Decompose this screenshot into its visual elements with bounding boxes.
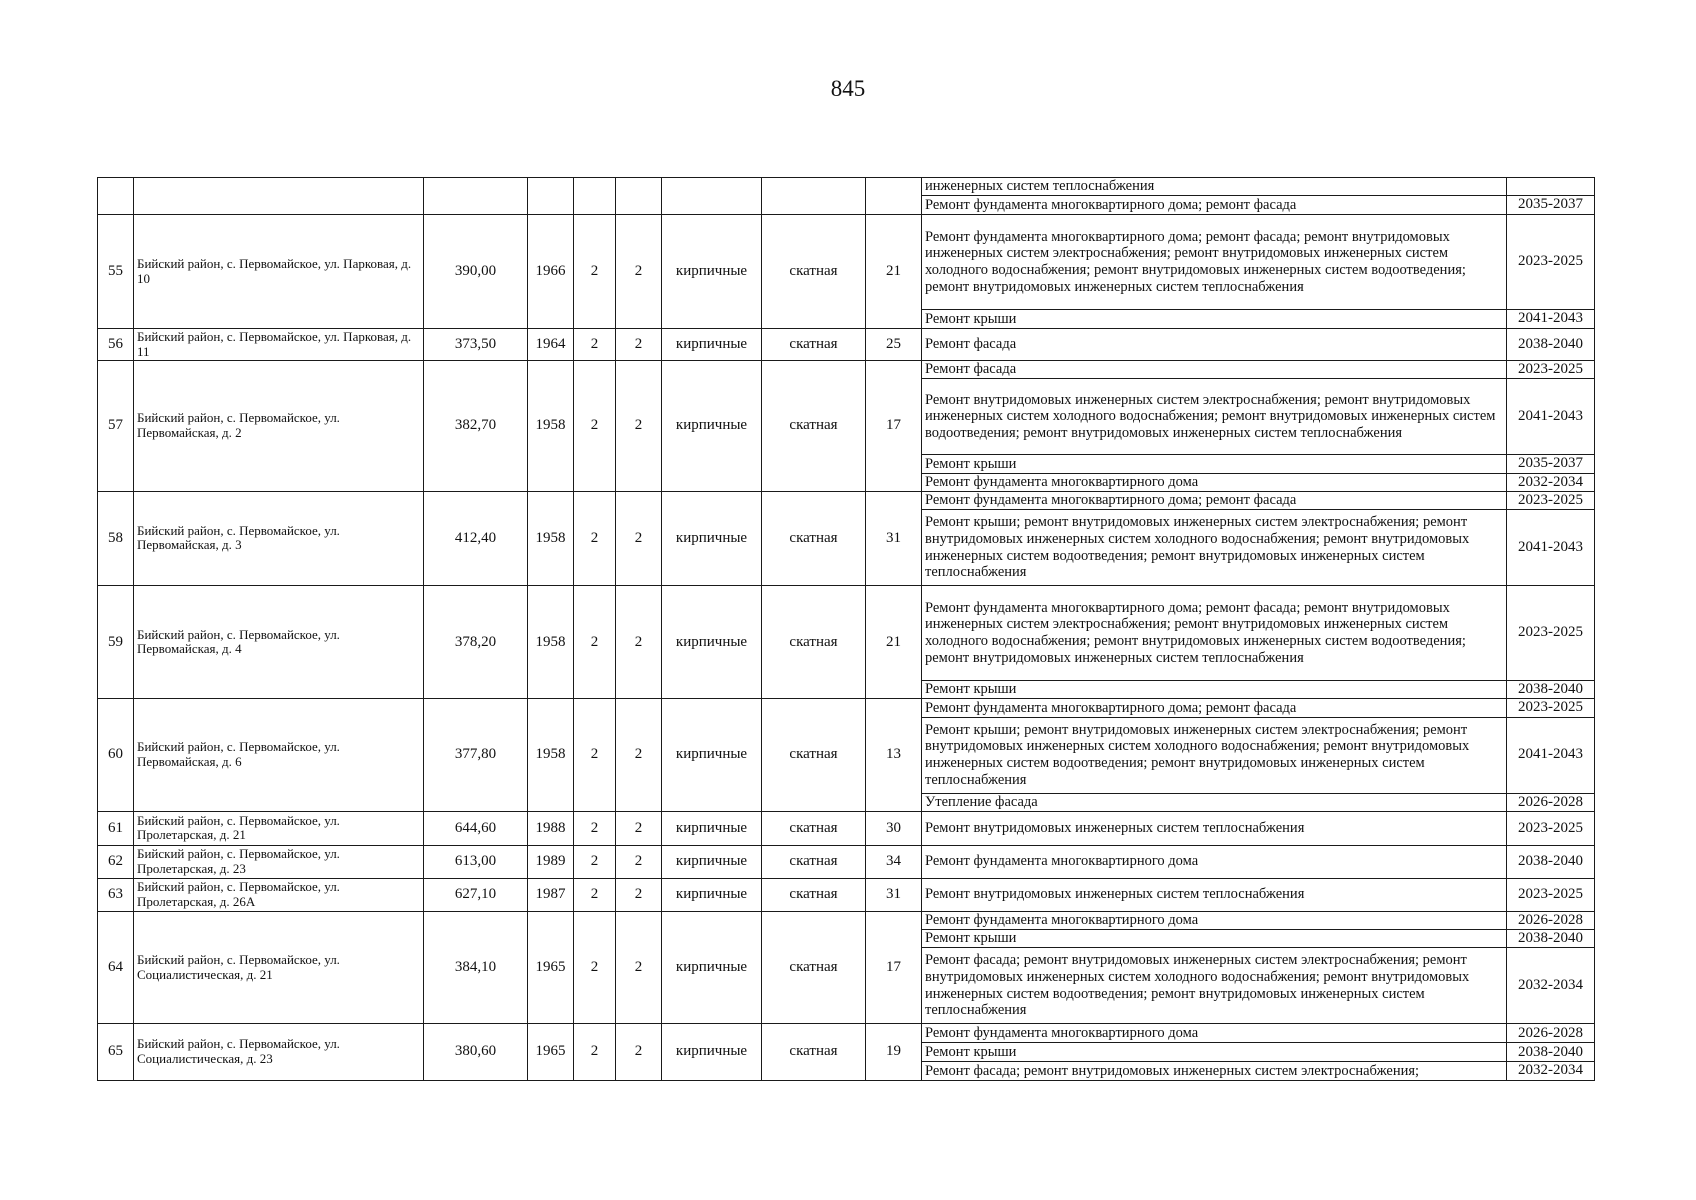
cell-roof: скатная [762,586,866,699]
cell-work: Ремонт крыши [922,310,1507,329]
cell-number: 55 [98,215,134,329]
cell-year: 1988 [528,811,574,845]
cell-area: 384,10 [424,911,528,1024]
cell-roof: скатная [762,329,866,361]
cell-entrances: 2 [616,329,662,361]
cell-walls: кирпичные [662,1024,762,1080]
cell-year [528,178,574,215]
cell-address: Бийский район, с. Первомайское, ул. Парковая, д. 11 [134,329,424,361]
cell-area: 613,00 [424,845,528,878]
cell-year: 1958 [528,361,574,492]
cell-floors: 2 [574,329,616,361]
cell-count: 19 [866,1024,922,1080]
cell-period: 2038-2040 [1507,681,1595,699]
table-row [98,878,1595,911]
cell-address: Бийский район, с. Первомайское, ул. Пролетарская, д. 23 [134,845,424,878]
cell-area: 390,00 [424,215,528,329]
cell-entrances: 2 [616,845,662,878]
table-row [98,699,1595,717]
cell-period: 2038-2040 [1507,329,1595,361]
cell-roof: скатная [762,845,866,878]
cell-address: Бийский район, с. Первомайское, ул. Пролетарская, д. 21 [134,811,424,845]
table-row [98,178,1595,196]
cell-work: Ремонт крыши [922,1043,1507,1062]
cell-entrances: 2 [616,911,662,1024]
cell-count: 13 [866,699,922,812]
cell-work: Ремонт внутридомовых инженерных систем теплоснабжения [922,878,1507,911]
cell-entrances: 2 [616,361,662,492]
cell-count [866,178,922,215]
cell-address: Бийский район, с. Первомайское, ул. Социалистическая, д. 23 [134,1024,424,1080]
cell-period: 2041-2043 [1507,510,1595,586]
cell-year: 1958 [528,491,574,585]
cell-area: 377,80 [424,699,528,812]
cell-count: 21 [866,215,922,329]
cell-number: 59 [98,586,134,699]
cell-area: 627,10 [424,878,528,911]
cell-year: 1958 [528,586,574,699]
cell-period: 2038-2040 [1507,930,1595,948]
cell-walls: кирпичные [662,845,762,878]
cell-period: 2041-2043 [1507,379,1595,455]
cell-floors: 2 [574,878,616,911]
cell-work: Ремонт фундамента многоквартирного дома; ремонт фасада; ремонт внутридомовых инженерных систем электроснабжения; ремонт внутридомовых инженерных систем холодного водоснабжения; ремонт внутридомовых инженерных систем водоотведения; ремонт внутридомовых инженерных систем теплоснабжения [922,215,1507,310]
cell-address: Бийский район, с. Первомайское, ул. Первомайская, д. 4 [134,586,424,699]
cell-period: 2035-2037 [1507,196,1595,215]
cell-period: 2041-2043 [1507,310,1595,329]
cell-year: 1964 [528,329,574,361]
cell-roof [762,178,866,215]
cell-walls: кирпичные [662,491,762,585]
cell-work: Ремонт фундамента многоквартирного дома [922,473,1507,491]
cell-period: 2032-2034 [1507,948,1595,1024]
cell-roof: скатная [762,699,866,812]
cell-address: Бийский район, с. Первомайское, ул. Первомайская, д. 6 [134,699,424,812]
cell-area: 373,50 [424,329,528,361]
cell-count: 31 [866,878,922,911]
cell-work: Ремонт фундамента многоквартирного дома; ремонт фасада [922,699,1507,717]
cell-floors: 2 [574,586,616,699]
cell-roof: скатная [762,1024,866,1080]
cell-count: 17 [866,361,922,492]
cell-period: 2023-2025 [1507,215,1595,310]
cell-walls: кирпичные [662,361,762,492]
cell-entrances: 2 [616,215,662,329]
cell-address: Бийский район, с. Первомайское, ул. Первомайская, д. 3 [134,491,424,585]
cell-work: Утепление фасада [922,793,1507,811]
cell-floors: 2 [574,811,616,845]
cell-period [1507,178,1595,196]
cell-area: 644,60 [424,811,528,845]
cell-period: 2038-2040 [1507,845,1595,878]
cell-work: Ремонт фасада [922,361,1507,379]
table-row [98,215,1595,310]
table-row [98,361,1595,379]
cell-period: 2038-2040 [1507,1043,1595,1062]
cell-walls [662,178,762,215]
cell-work: Ремонт внутридомовых инженерных систем электроснабжения; ремонт внутридомовых инженерных систем холодного водоснабжения; ремонт внутридомовых инженерных систем водоотведения; ремонт внутридомовых инженерных систем теплоснабжения [922,379,1507,455]
table-row [98,911,1595,929]
cell-period: 2023-2025 [1507,491,1595,509]
cell-walls: кирпичные [662,878,762,911]
cell-number: 60 [98,699,134,812]
cell-work: инженерных систем теплоснабжения [922,178,1507,196]
cell-floors: 2 [574,215,616,329]
cell-entrances: 2 [616,586,662,699]
cell-floors: 2 [574,699,616,812]
cell-count: 21 [866,586,922,699]
cell-area [424,178,528,215]
page-number: 845 [830,76,866,101]
cell-number: 58 [98,491,134,585]
cell-period: 2041-2043 [1507,717,1595,793]
cell-walls: кирпичные [662,215,762,329]
cell-entrances: 2 [616,878,662,911]
cell-year: 1989 [528,845,574,878]
cell-period: 2026-2028 [1507,1024,1595,1043]
cell-period: 2023-2025 [1507,811,1595,845]
cell-work: Ремонт фундамента многоквартирного дома [922,1024,1507,1043]
cell-number: 56 [98,329,134,361]
repair-schedule-table [97,177,1595,1081]
cell-number: 65 [98,1024,134,1080]
cell-entrances: 2 [616,1024,662,1080]
cell-roof: скатная [762,911,866,1024]
cell-number: 63 [98,878,134,911]
cell-work: Ремонт фундамента многоквартирного дома [922,911,1507,929]
cell-count: 34 [866,845,922,878]
table-row [98,1024,1595,1043]
cell-roof: скатная [762,215,866,329]
cell-address: Бийский район, с. Первомайское, ул. Парковая, д. 10 [134,215,424,329]
cell-year: 1966 [528,215,574,329]
cell-work: Ремонт крыши; ремонт внутридомовых инженерных систем электроснабжения; ремонт внутридомовых инженерных систем холодного водоснабжения; ремонт внутридомовых инженерных систем водоотведения; ремонт внутридомовых инженерных систем теплоснабжения [922,717,1507,793]
cell-entrances: 2 [616,699,662,812]
cell-address [134,178,424,215]
cell-walls: кирпичные [662,699,762,812]
cell-entrances: 2 [616,811,662,845]
cell-work: Ремонт внутридомовых инженерных систем теплоснабжения [922,811,1507,845]
cell-walls: кирпичные [662,911,762,1024]
cell-work: Ремонт фундамента многоквартирного дома; ремонт фасада; ремонт внутридомовых инженерных систем электроснабжения; ремонт внутридомовых инженерных систем холодного водоснабжения; ремонт внутридомовых инженерных систем водоотведения; ремонт внутридомовых инженерных систем теплоснабжения [922,586,1507,681]
cell-work: Ремонт фундамента многоквартирного дома [922,845,1507,878]
table-row [98,329,1595,361]
cell-area: 380,60 [424,1024,528,1080]
cell-number: 62 [98,845,134,878]
cell-number: 61 [98,811,134,845]
cell-period: 2035-2037 [1507,455,1595,473]
cell-number [98,178,134,215]
cell-area: 412,40 [424,491,528,585]
cell-count: 17 [866,911,922,1024]
cell-work: Ремонт фасада [922,329,1507,361]
cell-period: 2026-2028 [1507,911,1595,929]
table-row [98,491,1595,509]
cell-work: Ремонт фундамента многоквартирного дома; ремонт фасада [922,196,1507,215]
cell-walls: кирпичные [662,811,762,845]
cell-roof: скатная [762,878,866,911]
cell-entrances: 2 [616,491,662,585]
cell-area: 378,20 [424,586,528,699]
cell-address: Бийский район, с. Первомайское, ул. Социалистическая, д. 21 [134,911,424,1024]
cell-address: Бийский район, с. Первомайское, ул. Пролетарская, д. 26А [134,878,424,911]
cell-floors: 2 [574,361,616,492]
cell-number: 64 [98,911,134,1024]
cell-count: 30 [866,811,922,845]
cell-year: 1965 [528,1024,574,1080]
cell-period: 2023-2025 [1507,699,1595,717]
cell-period: 2026-2028 [1507,793,1595,811]
cell-period: 2023-2025 [1507,878,1595,911]
table-row [98,845,1595,878]
cell-work: Ремонт фундамента многоквартирного дома; ремонт фасада [922,491,1507,509]
cell-work: Ремонт крыши [922,681,1507,699]
cell-number: 57 [98,361,134,492]
cell-period: 2023-2025 [1507,361,1595,379]
cell-work: Ремонт крыши [922,455,1507,473]
cell-area: 382,70 [424,361,528,492]
cell-period: 2032-2034 [1507,1062,1595,1080]
cell-entrances [616,178,662,215]
cell-walls: кирпичные [662,329,762,361]
cell-period: 2032-2034 [1507,473,1595,491]
cell-year: 1958 [528,699,574,812]
cell-floors: 2 [574,1024,616,1080]
cell-roof: скатная [762,811,866,845]
cell-floors: 2 [574,911,616,1024]
cell-floors [574,178,616,215]
cell-count: 25 [866,329,922,361]
cell-period: 2023-2025 [1507,586,1595,681]
table-row [98,586,1595,681]
cell-work: Ремонт крыши; ремонт внутридомовых инженерных систем электроснабжения; ремонт внутридомовых инженерных систем холодного водоснабжения; ремонт внутридомовых инженерных систем водоотведения; ремонт внутридомовых инженерных систем теплоснабжения [922,510,1507,586]
cell-floors: 2 [574,491,616,585]
cell-count: 31 [866,491,922,585]
cell-work: Ремонт фасада; ремонт внутридомовых инженерных систем электроснабжения; [922,1062,1507,1080]
cell-work: Ремонт крыши [922,930,1507,948]
table-row [98,811,1595,845]
cell-year: 1965 [528,911,574,1024]
cell-work: Ремонт фасада; ремонт внутридомовых инженерных систем электроснабжения; ремонт внутридомовых инженерных систем холодного водоснабжения; ремонт внутридомовых инженерных систем водоотведения; ремонт внутридомовых инженерных систем теплоснабжения [922,948,1507,1024]
cell-roof: скатная [762,491,866,585]
cell-floors: 2 [574,845,616,878]
cell-year: 1987 [528,878,574,911]
cell-walls: кирпичные [662,586,762,699]
cell-address: Бийский район, с. Первомайское, ул. Первомайская, д. 2 [134,361,424,492]
cell-roof: скатная [762,361,866,492]
